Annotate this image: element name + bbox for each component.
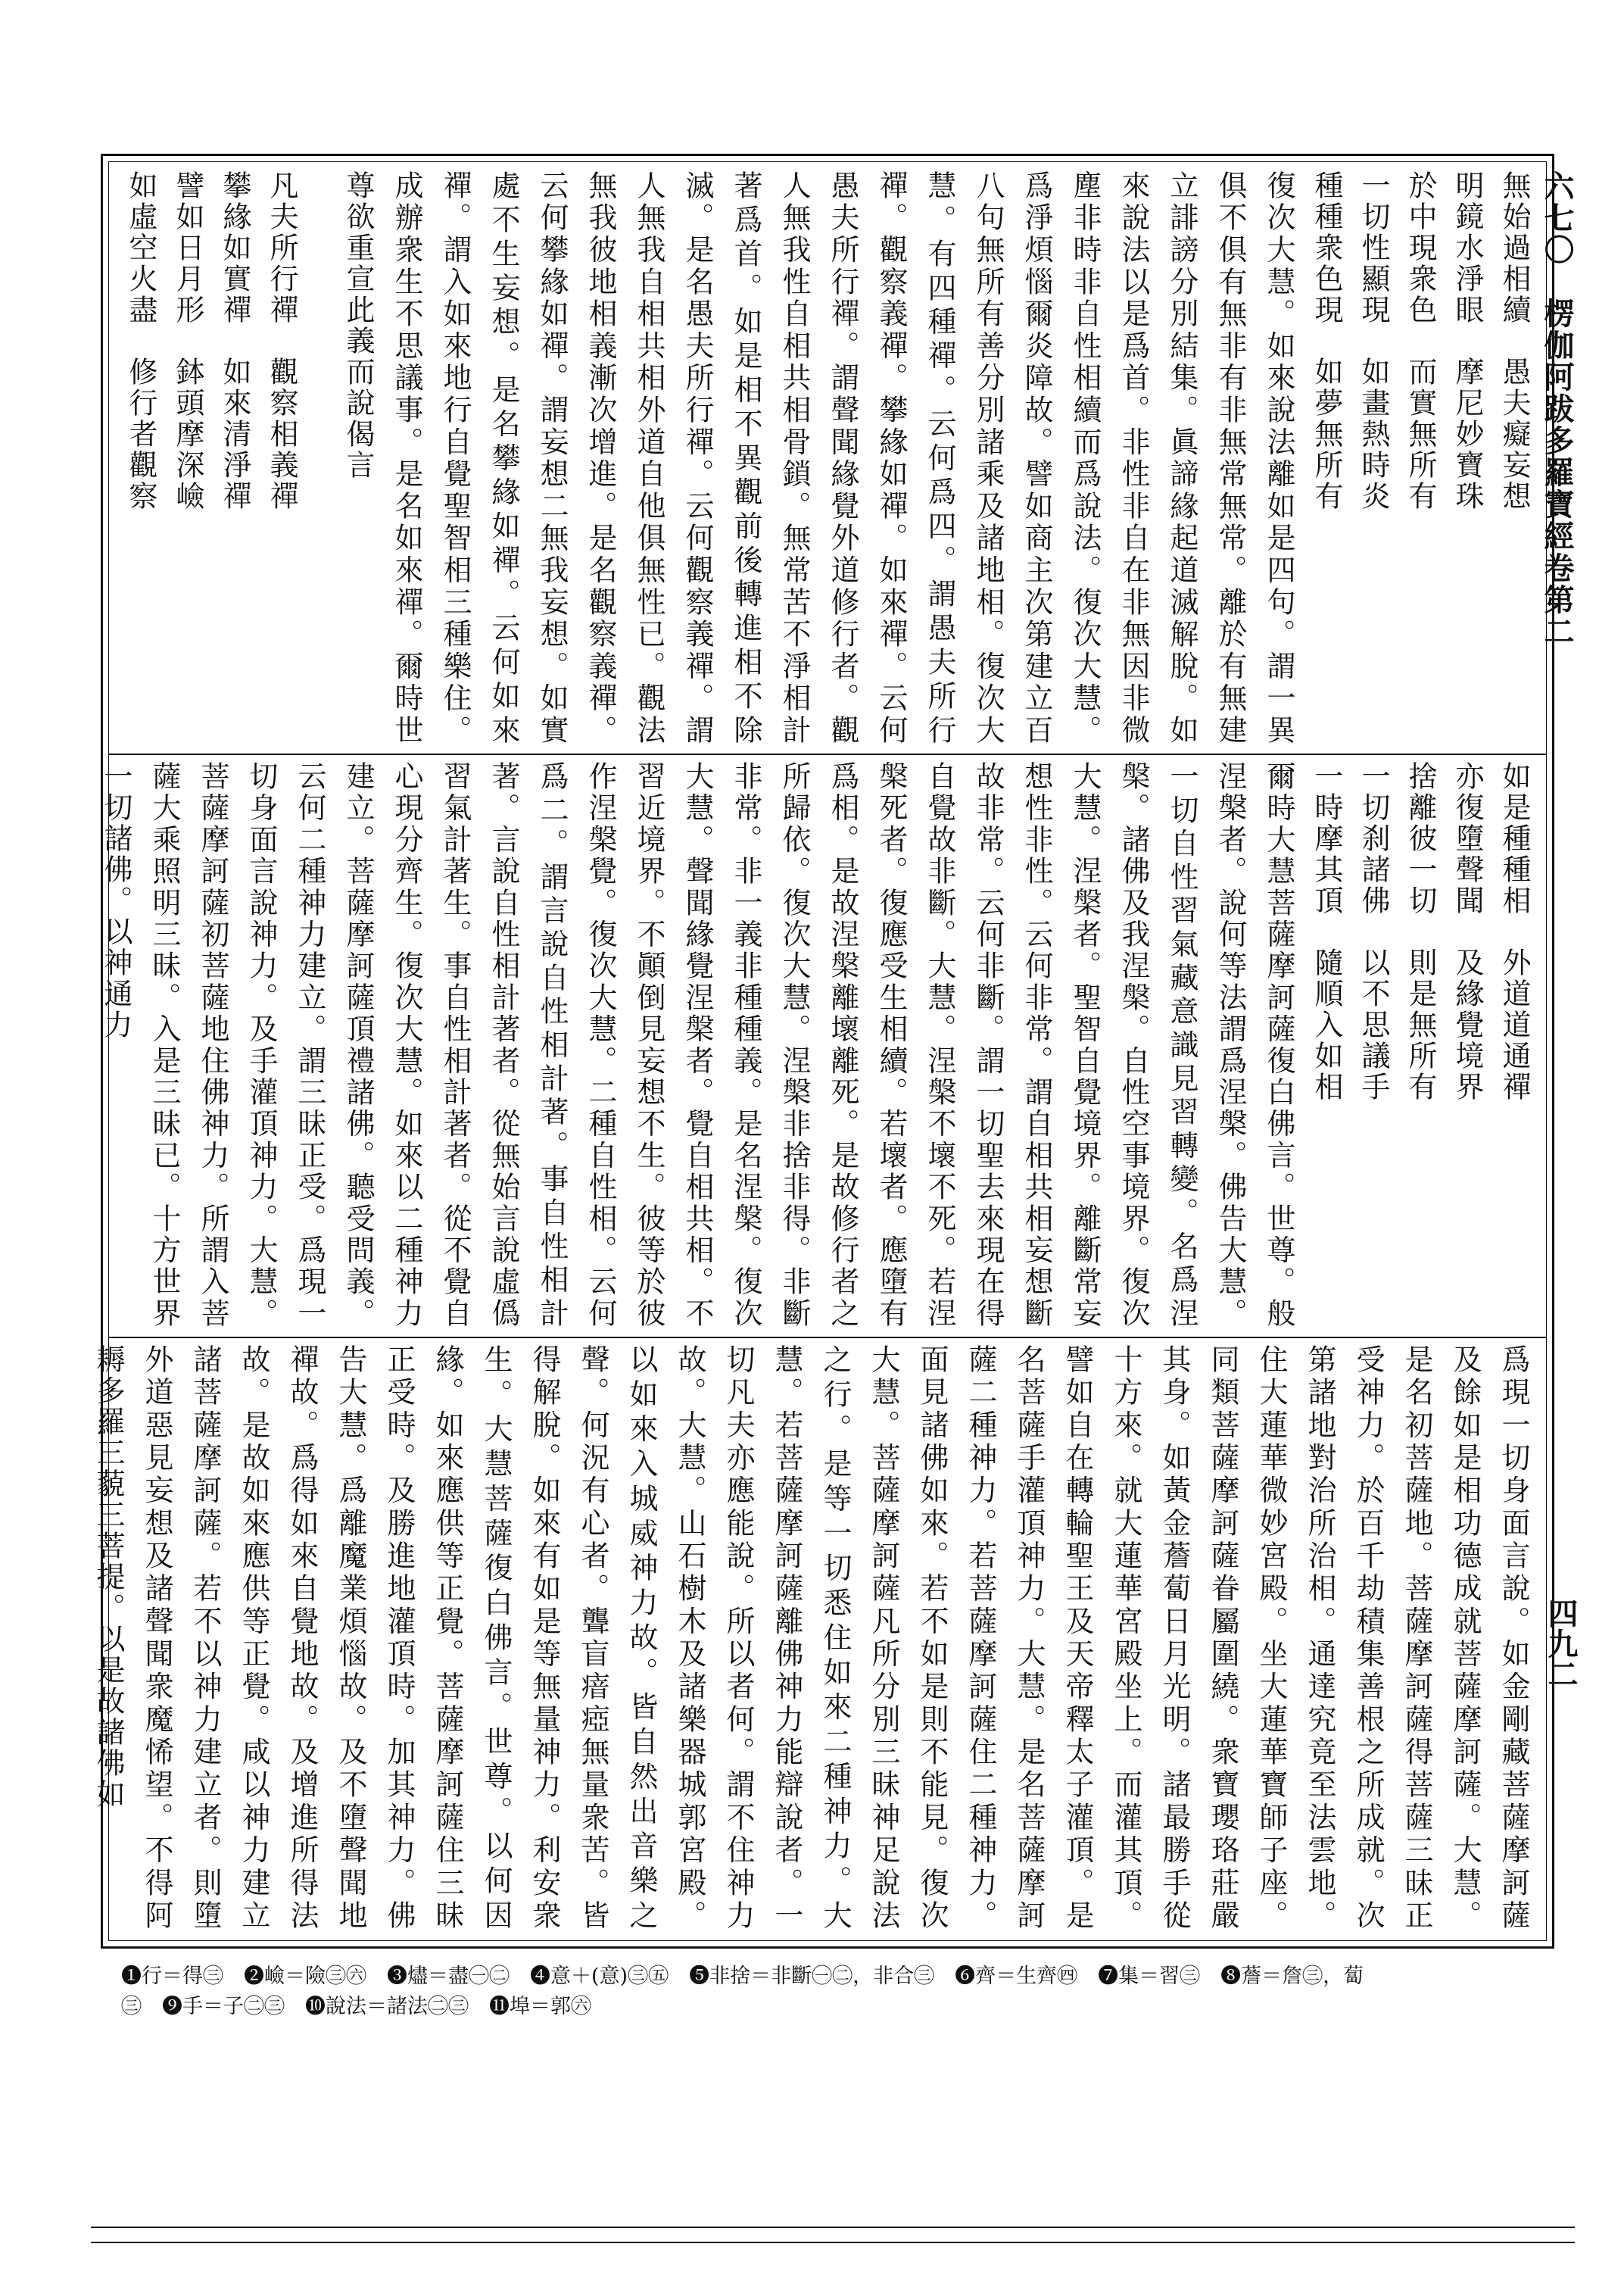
band-divider-2	[108, 1337, 1547, 1338]
verse-line: 於中現衆色 而實無所有	[1404, 170, 1437, 512]
running-head: 六七〇 楞伽阿跋多羅寶經卷第二	[1539, 170, 1575, 648]
band-divider-1	[108, 754, 1547, 755]
verse-line: 亦復墮聲聞 及緣覺境界	[1451, 761, 1484, 1103]
verse-block-2	[117, 170, 305, 746]
verse-line: 一切刹諸佛 以不思議手	[1357, 761, 1390, 1103]
footnote-line: ㊂ ❾手＝子㊁㊂ ❿說法＝諸法㊁㊂ ⓫埠＝郭㊅	[121, 1995, 591, 2018]
page-number: 四九二	[1543, 1598, 1579, 1689]
prose-block-2: 爾時大慧菩薩摩訶薩復白佛言。世尊。般涅槃者。說何等法謂爲涅槃。佛告大慧。一切自性習氣藏意識見習轉變。名爲涅槃。諸佛及我涅槃。自性空事境界。復次大慧。涅槃者。聖智自覺境界。離斷常妄想性非性。云何非常。謂自相共相妄想斷故非常。云何非斷。謂一切聖去來現在得自覺故非斷。大慧。涅槃不壞不死。若涅槃死者。復應受生相續。若壞者。應墮有爲相。是故涅槃離壞離死。是故修行者之所歸依。復次大慧。涅槃非捨非得。非斷非常。非一義非種種義。是名涅槃。復次大慧。聲聞緣覺涅槃者。覺自相共相。不習近境界。不顚倒見妄想不生。彼等於彼作涅槃覺。復次大慧。二種自性相。云何爲二。謂言說自性相計著。事自性相計著。言說自性相計著者。從無始言說虛僞習氣計著生。事自性相計著者。從不覺自心現分齊生。復次大慧。如來以二種神力建立。菩薩摩訶薩頂禮諸佛。聽受問義。云何二種神力建立。謂三昧正受。爲現一切身面言說神力。及手灌頂神力。大慧。菩薩摩訶薩初菩薩地住佛神力。所謂入菩薩大乘照明三昧。入是三昧已。十方世界一切諸佛。以神通力	[99, 761, 1295, 1329]
verse-block-3	[1303, 761, 1538, 1329]
verse-line: 一時摩其頂 隨順入如相	[1310, 761, 1343, 1103]
bottom-rule	[91, 2227, 1575, 2228]
text-band-1	[117, 170, 1538, 746]
text-band-3	[92, 1344, 1538, 1931]
verse-line: 如虛空火盡 修行者觀察	[124, 170, 157, 512]
verse-block-1	[1303, 170, 1538, 746]
text-band-2	[99, 761, 1538, 1329]
verse-line: 無始過相續 愚夫癡妄想	[1498, 170, 1531, 512]
verse-line: 譬如日月形 鉢頭摩深嶮	[171, 170, 204, 512]
verse-line: 種種衆色現 如夢無所有	[1310, 170, 1343, 512]
footnote-line: ❶行＝得㊂ ❷嶮＝險㊂㊅ ❸燼＝盡㊀㊁ ❹意＋(意)㊂㊄ ❺非捨＝非斷㊀㊁，非合㊂ ❻齊＝生齊㊃ ❼集＝習㊂ ❽薝＝詹㊂，蔔	[121, 1965, 1364, 1988]
verse-line: 一切性顯現 如畫熱時炎	[1357, 170, 1390, 512]
verse-line: 捨離彼一切 則是無所有	[1404, 761, 1437, 1103]
verse-line: 如是種種相 外道道通禪	[1498, 761, 1531, 1103]
prose-block-3: 爲現一切身面言說。如金剛藏菩薩摩訶薩及餘如是相功德成就菩薩摩訶薩。大慧。是名初菩薩地。菩薩摩訶薩得菩薩三昧正受神力。於百千劫積集善根之所成就。次第諸地對治所治相。通達究竟至法雲地。住大蓮華微妙宮殿。坐大蓮華寶師子座。同類菩薩摩訶薩眷屬圍繞。衆寶瓔珞莊嚴其身。如黃金薝蔔日月光明。諸最勝手從十方來。就大蓮華宮殿坐上。而灌其頂。譬如自在轉輪聖王及天帝釋太子灌頂。是名菩薩手灌頂神力。大慧。是名菩薩摩訶薩二種神力。若菩薩摩訶薩住二種神力。面見諸佛如來。若不如是則不能見。復次大慧。菩薩摩訶薩凡所分別三昧神足說法之行。是等一切悉住如來二種神力。大慧。若菩薩摩訶薩離佛神力能辯說者。一切凡夫亦應能說。所以者何。謂不住神力故。大慧。山石樹木及諸樂器城郭宮殿。以如來入城威神力故。皆自然出音樂之聲。何況有心者。聾盲瘖瘂無量衆苦。皆得解脫。如來有如是等無量神力。利安衆生。大慧菩薩復白佛言。世尊。以何因緣。如來應供等正覺。菩薩摩訶薩住三昧正受時。及勝進地灌頂時。加其神力。佛告大慧。爲離魔業煩惱故。及不墮聲聞地禪故。爲得如來自覺地故。及增進所得法故。是故如來應供等正覺。咸以神力建立諸菩薩摩訶薩。若不以神力建立者。則墮外道惡見妄想及諸聲聞衆魔悕望。不得阿耨多羅三藐三菩提。以是故諸佛如	[92, 1344, 1530, 1931]
verse-line: 凡夫所行禪 觀察相義禪	[265, 170, 298, 512]
footnotes	[121, 1961, 1545, 2022]
verse-line: 明鏡水淨眼 摩尼妙寶珠	[1451, 170, 1484, 512]
verse-line: 攀緣如實禪 如來清淨禪	[218, 170, 251, 512]
prose-block-1: 復次大慧。如來說法離如是四句。謂一異俱不俱有無非有非無常無常。離於有無建立誹謗分別結集。眞諦緣起道滅解脫。如來說法以是爲首。非性非自在非無因非微塵非時非自性相續而爲說法。復次大慧。爲淨煩惱爾炎障故。譬如商主次第建立百八句無所有善分別諸乘及諸地相。復次大慧。有四種禪。云何爲四。謂愚夫所行禪。觀察義禪。攀緣如禪。如來禪。云何愚夫所行禪。謂聲聞緣覺外道修行者。觀人無我性自相共相骨鎖。無常苦不淨相計著爲首。如是相不異觀前後轉進相不除滅。是名愚夫所行禪。云何觀察義禪。謂人無我自相共相外道自他俱無性已。觀法無我彼地相義漸次增進。是名觀察義禪。云何攀緣如禪。謂妄想二無我妄想。如實處不生妄想。是名攀緣如禪。云何如來禪。謂入如來地行自覺聖智相三種樂住。成辦衆生不思議事。是名如來禪。爾時世尊欲重宣此義而說偈言	[341, 170, 1295, 746]
bottom-rule	[91, 2242, 1575, 2243]
